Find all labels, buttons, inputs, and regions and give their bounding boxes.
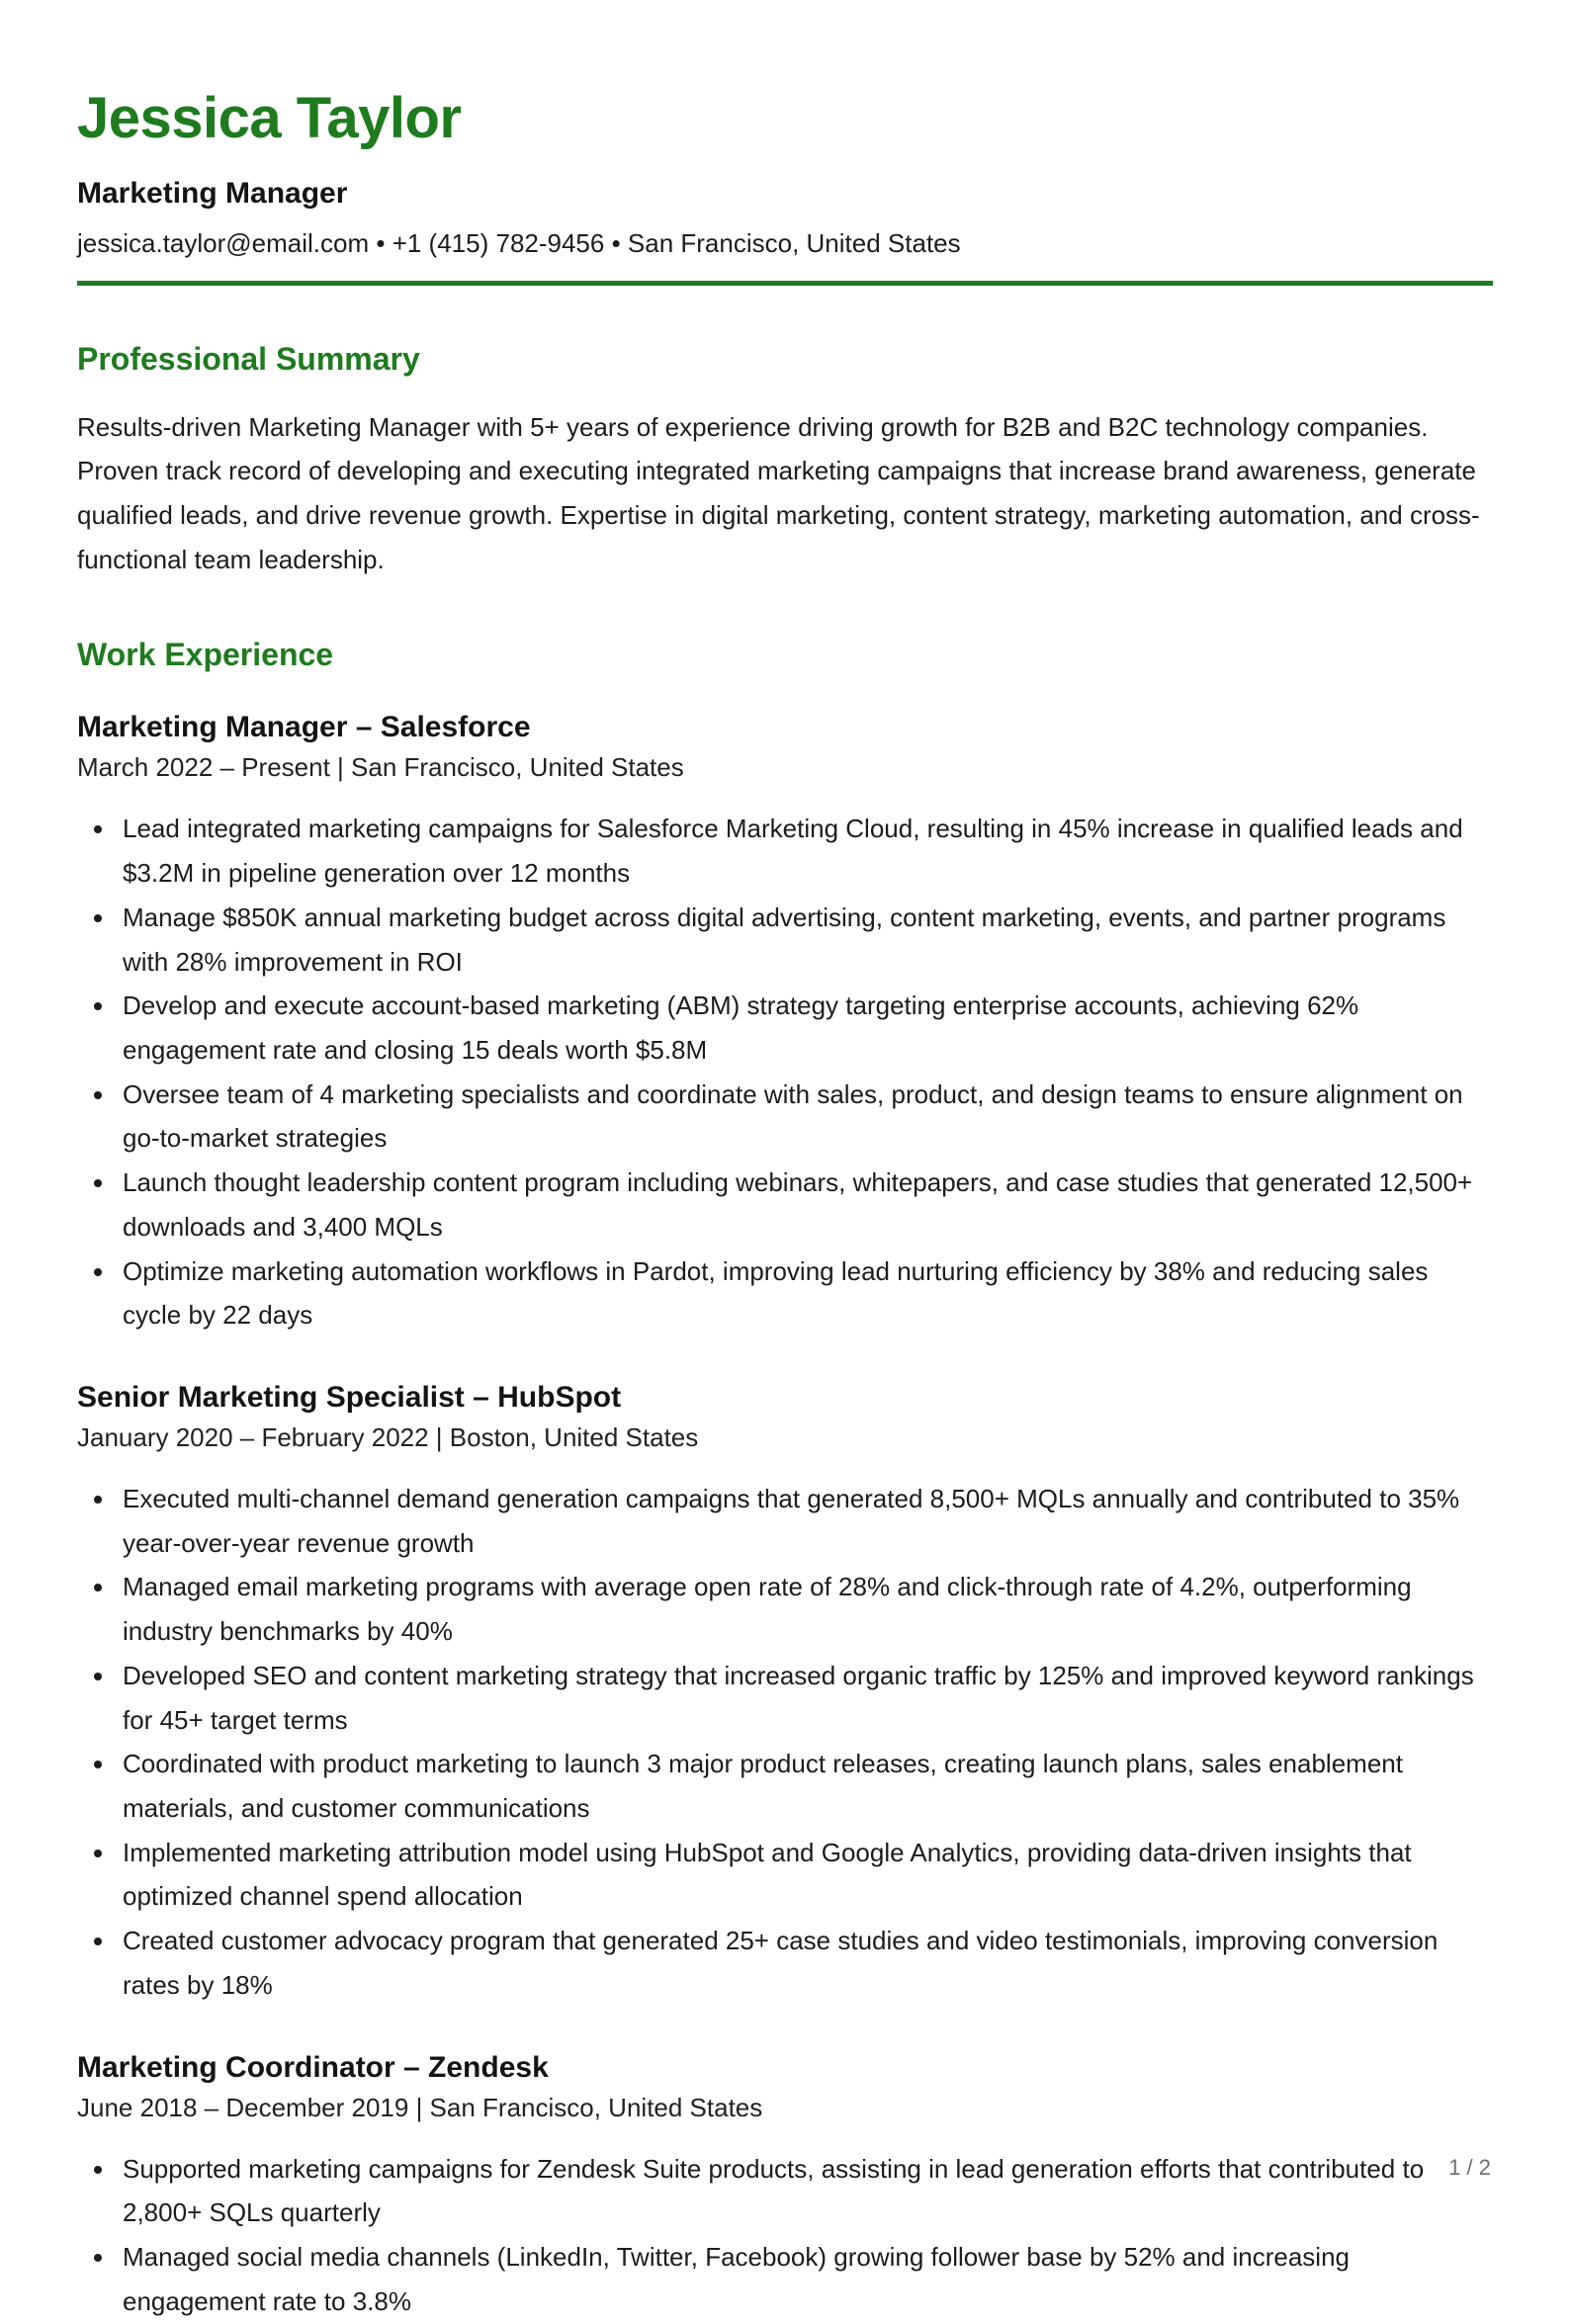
bullet-item: • Managed social media channels (LinkedIn, Twitter, Facebook) growing follower base by 52% and increasing engagement rate to 3.8% <box>117 2235 1487 2323</box>
experience-heading: Work Experience <box>77 637 334 673</box>
header-divider <box>77 281 1493 286</box>
job-meta: June 2018 – December 2019 | San Francisco, United States <box>77 2092 763 2122</box>
bullet-item: • Coordinated with product marketing to launch 3 major product releases, creating launch plans, sales enablement materials, and customer communications <box>117 1742 1487 1830</box>
bullet-item: • Supported marketing campaigns for Zendesk Suite products, assisting in lead generation efforts that contributed to 2,800+ SQLs quarterly <box>117 2147 1487 2235</box>
job-entry-hubspot <box>77 1381 1493 2008</box>
job-meta: March 2022 – Present | San Francisco, United States <box>77 752 684 783</box>
bullet-item: • Executed multi-channel demand generation campaigns that generated 8,500+ MQLs annually and contributed to 35% year-over-year revenue growth <box>117 1477 1487 1565</box>
bullet-item: • Lead integrated marketing campaigns for Salesforce Marketing Cloud, resulting in 45% increase in qualified leads and $3.2M in pipeline generation over 12 months <box>117 807 1487 895</box>
candidate-name: Jessica Taylor <box>77 86 462 150</box>
bullet-item: • Implemented marketing attribution model using HubSpot and Google Analytics, providing data-driven insights that optimized channel spend allocation <box>117 1831 1487 1919</box>
job-bullet-list <box>77 807 1493 1337</box>
bullet-item: • Optimize marketing automation workflows in Pardot, improving lead nurturing efficiency by 38% and reducing sales cycle by 22 days <box>117 1249 1487 1337</box>
page-indicator: 1 / 2 <box>1448 2155 1491 2180</box>
bullet-item: • Launch thought leadership content program including webinars, whitepapers, and case studies that generated 12,500+ downloads and 3,400 MQLs <box>117 1161 1487 1248</box>
summary-section <box>77 341 1493 582</box>
bullet-item: • Manage $850K annual marketing budget across digital advertising, content marketing, events, and partner programs with 28% improvement in ROI <box>117 896 1487 984</box>
summary-paragraph: Results-driven Marketing Manager with 5+ years of experience driving growth for B2B and B2C technology companies. Proven track record of developing and executing integrated marketing campaigns that increase brand awareness, generate qualified leads, and drive revenue growth. Expertise in digital marketing, content strategy, marketing automation, and cross-functional team leadership. <box>77 411 1480 574</box>
candidate-role: Marketing Manager <box>77 176 348 210</box>
bullet-item: • Oversee team of 4 marketing specialists and coordinate with sales, product, and design teams to ensure alignment on go-to-market strategies <box>117 1073 1487 1161</box>
job-entry-salesforce <box>77 711 1493 1337</box>
bullet-item: • Developed SEO and content marketing strategy that increased organic traffic by 125% and improved keyword rankings for 45+ target terms <box>117 1654 1487 1742</box>
job-meta: January 2020 – February 2022 | Boston, United States <box>77 1422 699 1452</box>
job-bullet-list <box>77 2147 1493 2324</box>
contact-line: jessica.taylor@email.com • +1 (415) 782-9456 • San Francisco, United States <box>77 227 961 258</box>
bullet-item: • Develop and execute account-based marketing (ABM) strategy targeting enterprise accounts, achieving 62% engagement rate and closing 15 deals worth $5.8M <box>117 984 1487 1072</box>
experience-section <box>77 637 1493 2323</box>
job-bullet-list <box>77 1477 1493 2008</box>
summary-heading: Professional Summary <box>77 340 420 377</box>
resume-header <box>77 83 1493 286</box>
job-title: Senior Marketing Specialist – HubSpot <box>77 1381 622 1414</box>
job-entry-zendesk <box>77 2051 1493 2324</box>
bullet-item: • Managed email marketing programs with average open rate of 28% and click-through rate of 4.2%, outperforming industry benchmarks by 40% <box>117 1565 1487 1653</box>
job-title: Marketing Manager – Salesforce <box>77 711 531 744</box>
job-title: Marketing Coordinator – Zendesk <box>77 2050 549 2084</box>
bullet-item: • Created customer advocacy program that generated 25+ case studies and video testimonials, improving conversion rates by 18% <box>117 1919 1487 2007</box>
